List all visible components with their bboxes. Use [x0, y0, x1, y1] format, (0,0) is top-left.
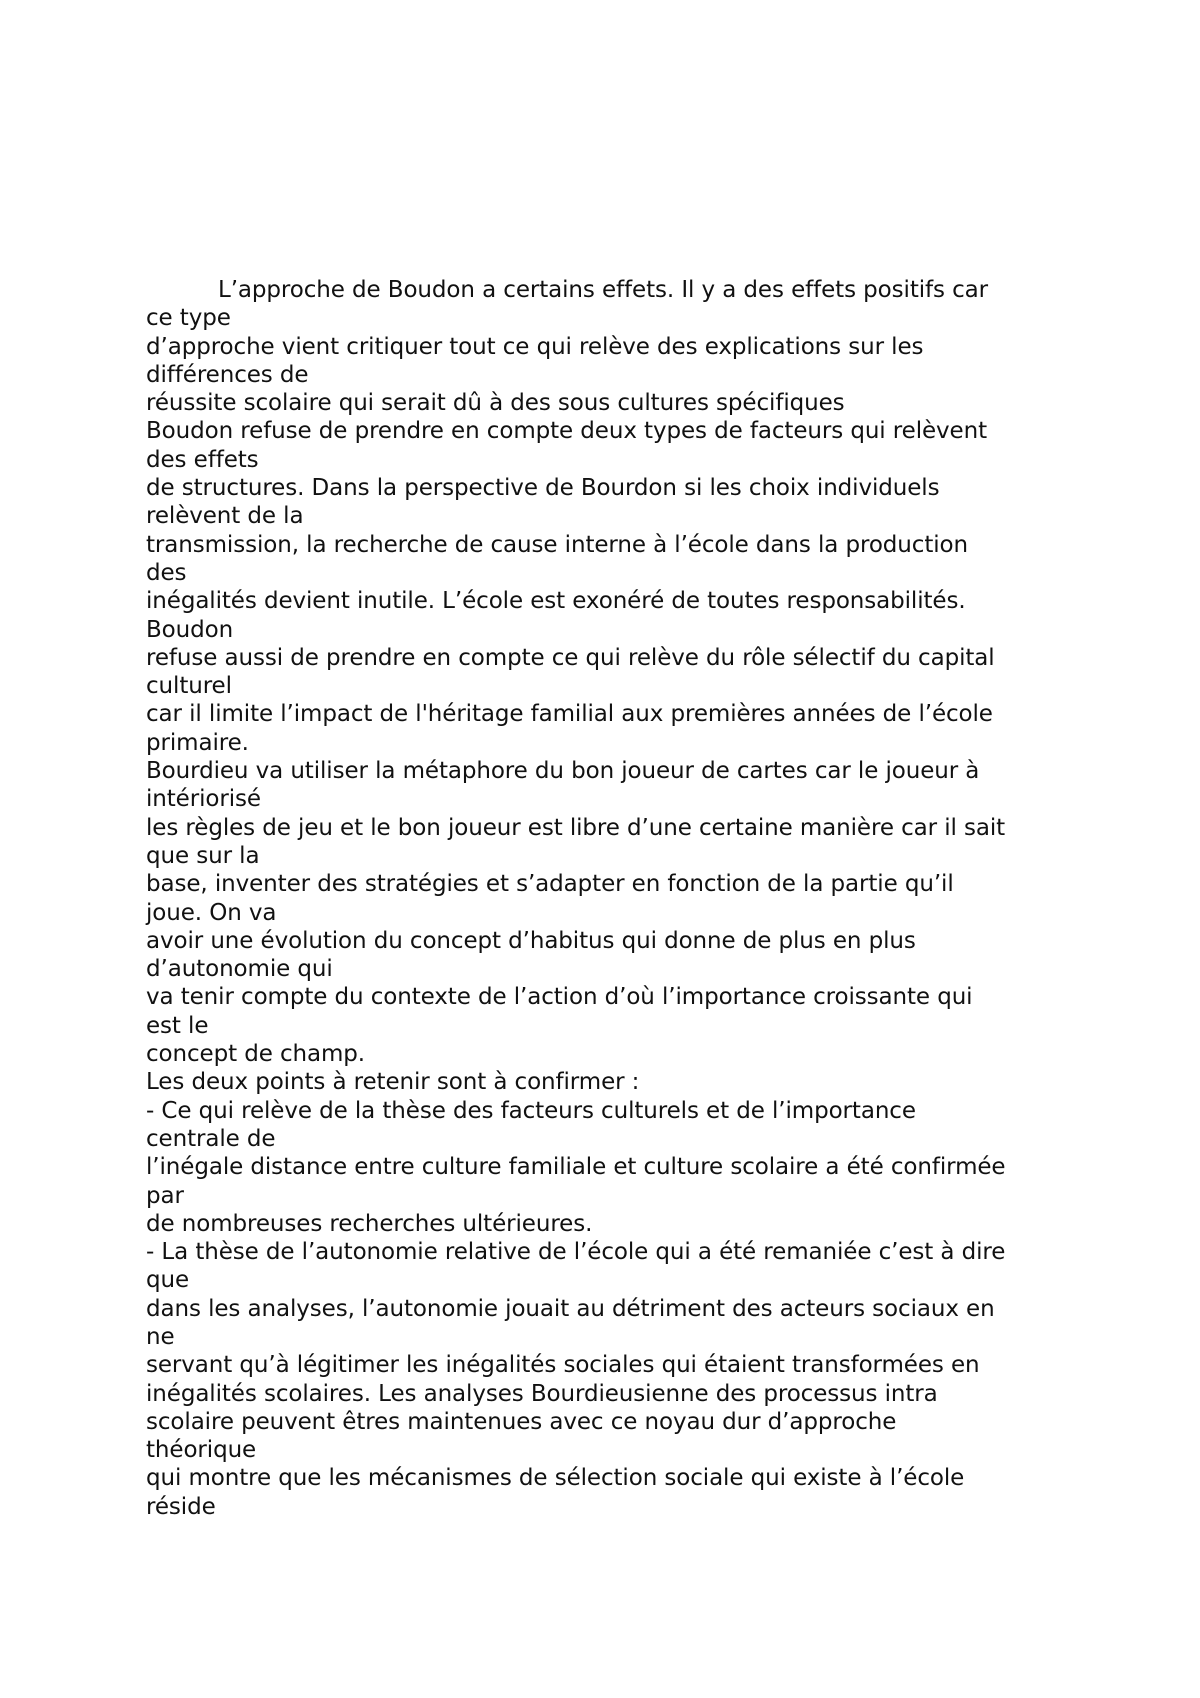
text-line: scolaire peuvent êtres maintenues avec ce noyau dur d’approche: [146, 1408, 897, 1435]
text-line: des: [146, 559, 187, 586]
text-line: d’autonomie qui: [146, 956, 333, 983]
text-line: inégalités scolaires. Les analyses Bourdieusienne des processus intra: [146, 1380, 938, 1407]
text-line: refuse aussi de prendre en compte ce qui relève du rôle sélectif du capital: [146, 644, 995, 671]
text-line: qui montre que les mécanismes de sélection sociale qui existe à l’école: [146, 1465, 965, 1492]
text-line: Bourdieu va utiliser la métaphore du bon joueur de cartes car le joueur à: [146, 758, 980, 785]
text-line: centrale de: [146, 1125, 276, 1152]
text-line: relèvent de la: [146, 503, 304, 530]
text-line: dans les analyses, l’autonomie jouait au détriment des acteurs sociaux en: [146, 1295, 995, 1322]
text-line: va tenir compte du contexte de l’action d’où l’importance croissante qui: [146, 984, 973, 1011]
text-line: de structures. Dans la perspective de Bourdon si les choix individuels: [146, 475, 940, 502]
text-line: les règles de jeu et le bon joueur est libre d’une certaine manière car il sait: [146, 814, 1006, 841]
text-line: primaire.: [146, 729, 249, 756]
text-line: théorique: [146, 1437, 257, 1464]
text-line: Boudon refuse de prendre en compte deux types de facteurs qui relèvent: [146, 418, 987, 445]
text-line: ne: [146, 1323, 175, 1350]
text-line: servant qu’à légitimer les inégalités sociales qui étaient transformées en: [146, 1352, 980, 1379]
text-line: Les deux points à retenir sont à confirmer :: [146, 1069, 640, 1096]
text-line: est le: [146, 1012, 209, 1039]
text-line: transmission, la recherche de cause interne à l’école dans la production: [146, 531, 968, 558]
text-line: que: [146, 1267, 190, 1294]
text-line: Boudon: [146, 616, 234, 643]
text-line: d’approche vient critiquer tout ce qui relève des explications sur les: [146, 333, 924, 360]
text-line: avoir une évolution du concept d’habitus qui donne de plus en plus: [146, 927, 916, 954]
text-line: réside: [146, 1493, 216, 1520]
text-line: concept de champ.: [146, 1041, 366, 1068]
text-line: base, inventer des stratégies et s’adapter en fonction de la partie qu’il: [146, 871, 954, 898]
text-line: culturel: [146, 673, 232, 700]
text-line: car il limite l’impact de l'héritage familial aux premières années de l’école: [146, 701, 993, 728]
text-line: inégalités devient inutile. L’école est exonéré de toutes responsabilités.: [146, 588, 966, 615]
text-line: ce type: [146, 305, 231, 332]
text-line: des effets: [146, 446, 259, 473]
text-line: joue. On va: [146, 899, 277, 926]
text-line: par: [146, 1182, 184, 1209]
text-line: - Ce qui relève de la thèse des facteurs culturels et de l’importance: [146, 1097, 916, 1124]
text-line: l’inégale distance entre culture familiale et culture scolaire a été confirmée: [146, 1154, 1006, 1181]
text-line: L’approche de Boudon a certains effets. Il y a des effets positifs car: [218, 277, 989, 303]
text-line: de nombreuses recherches ultérieures.: [146, 1210, 593, 1237]
text-line: que sur la: [146, 842, 260, 869]
text-line: intériorisé: [146, 786, 261, 813]
body-text: [146, 276, 1086, 1521]
text-line: réussite scolaire qui serait dû à des sous cultures spécifiques: [146, 390, 845, 417]
text-line: différences de: [146, 361, 309, 388]
text-line: - La thèse de l’autonomie relative de l’école qui a été remaniée c’est à dire: [146, 1239, 1006, 1266]
